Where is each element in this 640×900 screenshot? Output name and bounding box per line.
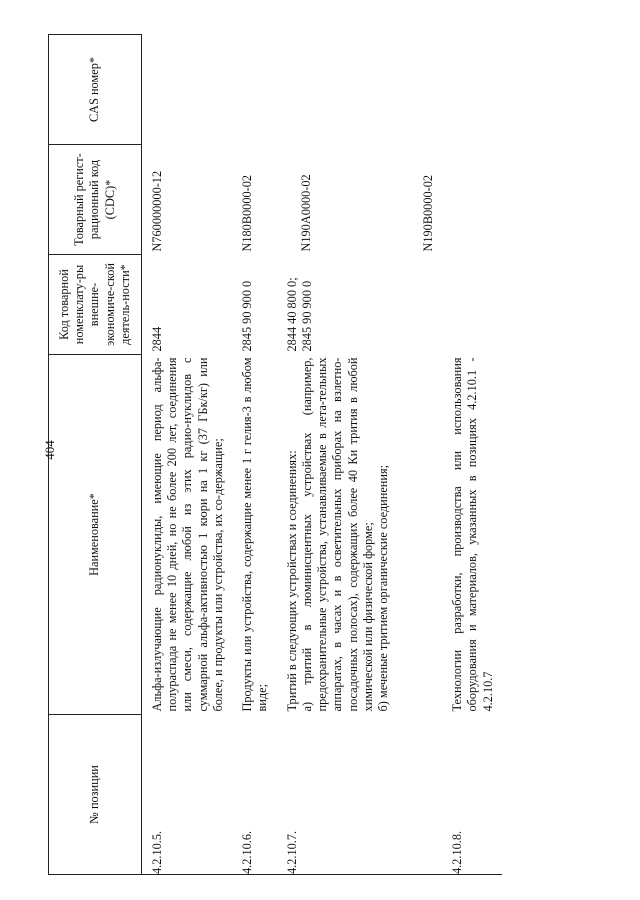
rotated-page-content [48, 35, 638, 875]
row-position: 4.2.10.5. [142, 715, 233, 875]
row-cdc: N190A0000-02 [298, 174, 313, 252]
table-row [277, 35, 442, 875]
header-cdc: Товарный регист-рационный код (CDC)* [49, 145, 142, 255]
row-cdc [442, 145, 502, 255]
row-name-group [277, 355, 442, 715]
header-position: № позиции [49, 715, 142, 875]
row-name-item-b: б) меченые тритием органические соединения; [376, 464, 391, 712]
row-code: 2844 40 800 0; 2845 90 900 0 [284, 277, 314, 352]
row-cas [232, 35, 276, 145]
table-row [442, 35, 502, 875]
page-number: 404 [42, 440, 57, 460]
row-code: 2845 90 900 0 [240, 280, 255, 352]
row-position: 4.2.10.6. [232, 715, 276, 875]
header-cas: CAS номер* [49, 35, 142, 145]
table-row [232, 35, 276, 875]
table-row [142, 35, 233, 875]
row-cdc-group [277, 145, 442, 255]
row-cas [277, 35, 442, 145]
row-name-item-a: а) тритий в люминисцентных устройствах (например, предохранительные устройства, устанавливаемые в лета-тельных аппаратах, в часах и в осветительных приборах на взлетно-посадочных полосах), содержащих более 40 Ки трития в любой химической или физической форме; [299, 357, 375, 712]
row-code [442, 255, 502, 355]
row-position: 4.2.10.8. [442, 715, 502, 875]
row-cas [442, 35, 502, 145]
row-name: Продукты или устройства, содержащие менее 1 г гелия-3 в любом виде; [240, 357, 270, 712]
row-name: Альфа-излучающие радионуклиды, имеющие период альфа-полураспада не менее 10 дней, но не более 200 лет, соединения или смеси, содержащие любой из этих радио-нуклидов с суммарной альфа-активностью 1 кюри на 1 кг (37 ГБк/кг) или более, и продукты или устройства, их со-держащие; [150, 357, 225, 712]
row-name: Тритий в следующих устройствах и соединениях: [284, 450, 299, 712]
goods-table [48, 34, 502, 875]
header-code: Код товарной номенклату-ры внешне-экономиче-ской деятель-ности* [49, 255, 142, 355]
header-name: Наименование* [49, 355, 142, 715]
table-header-row [49, 35, 142, 875]
row-position: 4.2.10.7. [277, 715, 442, 875]
row-cdc-b: N190B0000-02 [420, 174, 435, 252]
row-cdc: N180B0000-02 [240, 174, 255, 252]
row-cdc: N760000000-12 [150, 170, 164, 252]
row-name: Технологии разработки, производства или использования оборудования и материалов, указанных в позициях 4.2.10.1 - 4.2.10.7 [450, 357, 495, 712]
row-cas [142, 35, 233, 145]
row-code: 2844 [150, 326, 164, 352]
